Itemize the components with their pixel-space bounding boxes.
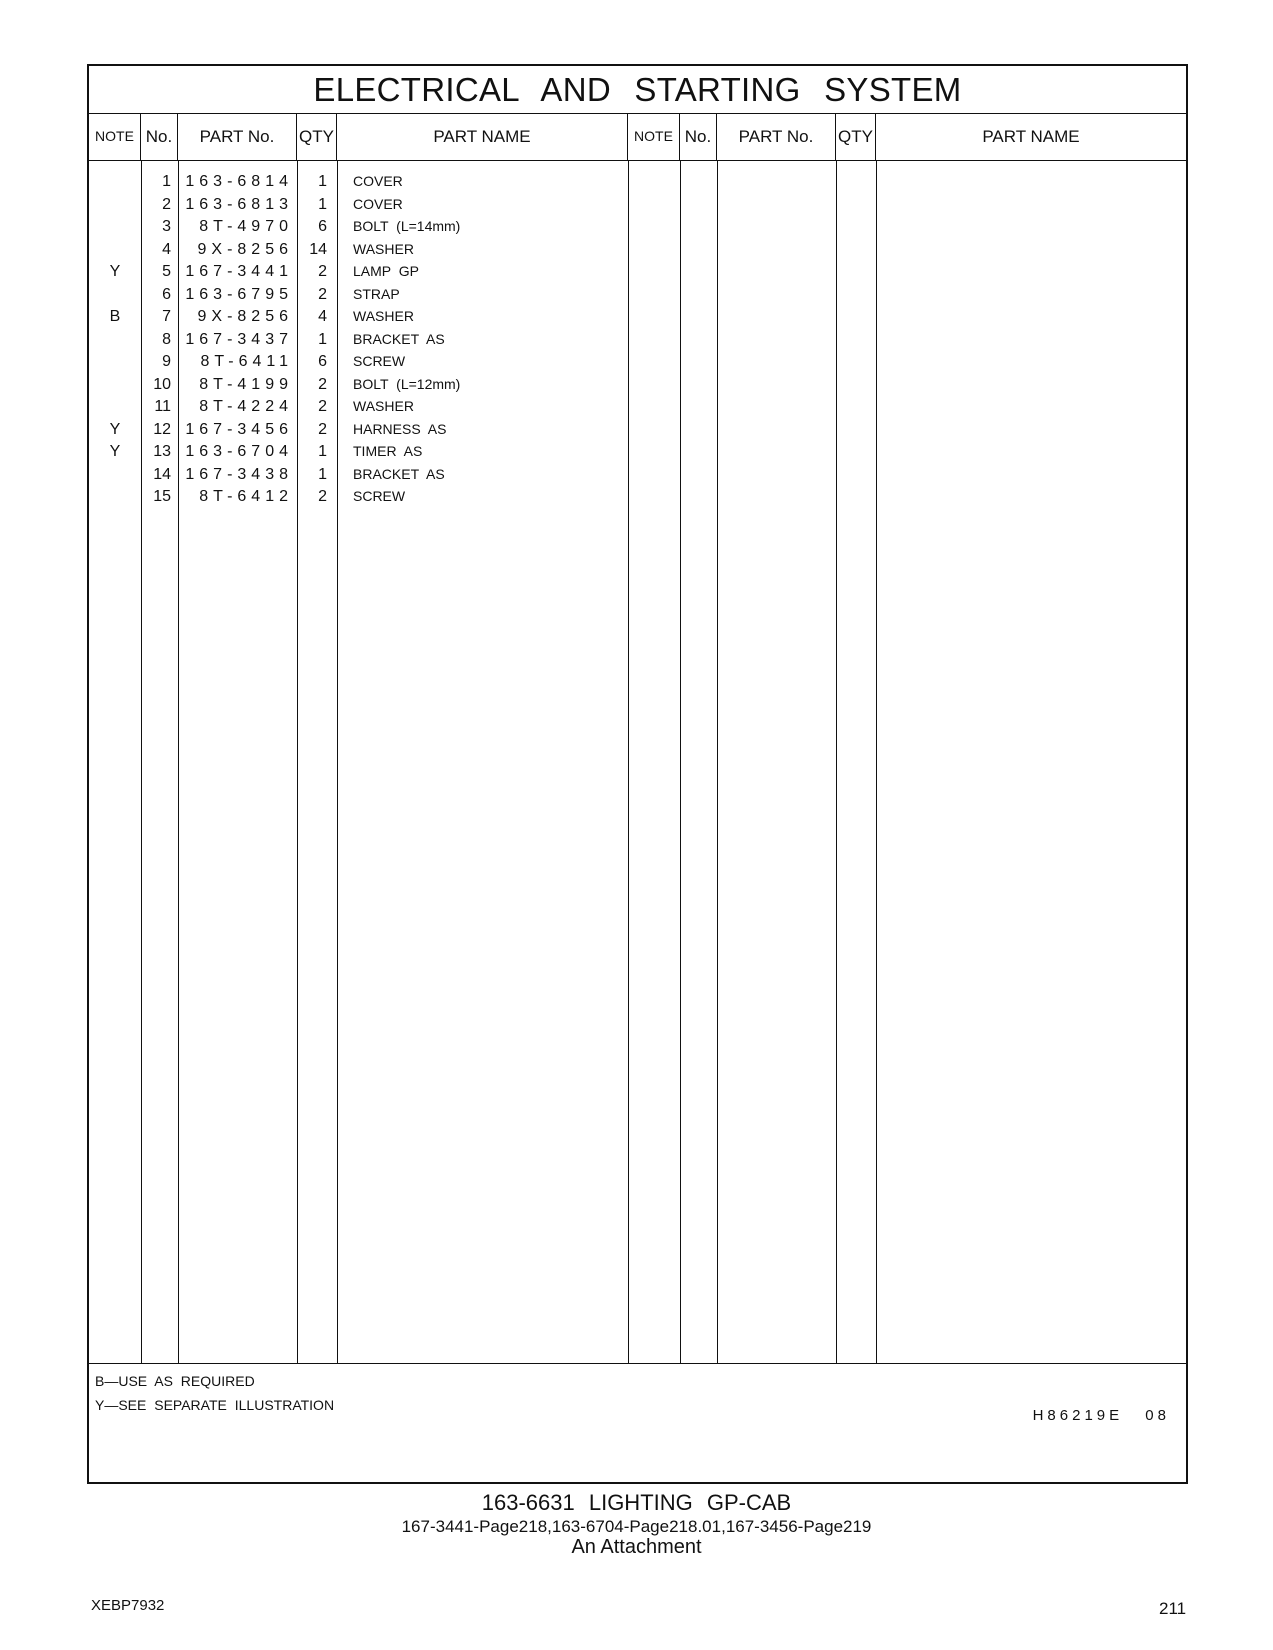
row-number: 4 xyxy=(162,240,171,258)
row-number: 7 xyxy=(162,308,171,325)
table-row xyxy=(89,353,1186,376)
row-part-name: COVER xyxy=(353,195,403,212)
table-row xyxy=(89,466,1186,489)
row-number: 15 xyxy=(153,488,171,505)
row-part-name: HARNESS AS xyxy=(353,420,447,437)
row-quantity: 2 xyxy=(318,398,327,415)
row-number: 12 xyxy=(153,420,171,438)
table-row xyxy=(89,286,1186,309)
row-note: B xyxy=(109,308,121,325)
row-number: 2 xyxy=(162,195,171,213)
header-partname-left: PART NAME xyxy=(337,113,628,160)
table-header xyxy=(89,113,1186,161)
header-qty-left: QTY xyxy=(297,113,337,160)
group-caption: 163-6631 LIGHTING GP-CAB xyxy=(481,1490,792,1515)
row-quantity: 1 xyxy=(318,443,327,460)
row-part-name: COVER xyxy=(353,173,403,189)
table-row xyxy=(89,263,1186,286)
legend-use-as-required: B—USE AS REQUIRED xyxy=(95,1373,255,1389)
table-row xyxy=(89,331,1186,354)
row-part-number: 8T-6411 xyxy=(200,353,293,370)
row-quantity: 6 xyxy=(318,218,327,235)
row-part-number: 163-6795 xyxy=(185,285,293,303)
row-number: 6 xyxy=(162,285,171,303)
row-quantity: 2 xyxy=(318,285,327,303)
header-partno-right: PART No. xyxy=(717,113,836,160)
row-part-name: WASHER xyxy=(353,308,414,324)
table-row xyxy=(89,376,1186,399)
row-part-name: WASHER xyxy=(353,240,414,257)
row-part-name: BRACKET AS xyxy=(353,330,445,347)
row-quantity: 4 xyxy=(318,308,327,325)
header-note-left: NOTE xyxy=(89,113,141,160)
table-row xyxy=(89,308,1186,331)
row-part-number: 8T-4970 xyxy=(199,218,293,235)
row-part-number: 8T-4199 xyxy=(199,375,293,393)
header-qty-right: QTY xyxy=(836,113,876,160)
row-quantity: 2 xyxy=(318,375,327,393)
table-row xyxy=(89,196,1186,219)
attachment-label: An Attachment xyxy=(571,1536,702,1558)
row-part-name: SCREW xyxy=(353,488,406,504)
row-note: Y xyxy=(109,263,121,280)
legend-see-separate-illustration: Y—SEE SEPARATE ILLUSTRATION xyxy=(95,1397,335,1413)
table-row xyxy=(89,173,1186,196)
row-number: 14 xyxy=(153,465,171,483)
row-number: 8 xyxy=(162,330,171,348)
row-quantity: 1 xyxy=(318,173,327,190)
illustration-code: H86219E 08 xyxy=(1032,1407,1170,1424)
row-part-number: 163-6813 xyxy=(185,195,293,213)
row-note: Y xyxy=(109,443,121,460)
row-quantity: 1 xyxy=(318,330,327,348)
row-part-name: TIMER AS xyxy=(353,443,423,459)
header-no-left: No. xyxy=(141,113,178,160)
header-partname-right: PART NAME xyxy=(982,127,1080,146)
row-part-number: 163-6704 xyxy=(185,443,293,460)
parts-table-frame xyxy=(87,64,1188,1484)
row-part-number: 163-6814 xyxy=(185,173,293,190)
row-quantity: 1 xyxy=(318,465,327,483)
row-number: 11 xyxy=(154,398,171,415)
row-part-number: 167-3438 xyxy=(185,465,293,483)
row-part-number: 9X-8256 xyxy=(197,240,293,258)
row-part-name: STRAP xyxy=(353,285,400,302)
row-part-number: 167-3437 xyxy=(185,330,293,348)
section-title: ELECTRICAL AND STARTING SYSTEM xyxy=(89,66,1186,114)
table-row xyxy=(89,421,1186,444)
row-part-name: BOLT (L=14mm) xyxy=(353,218,461,234)
row-note: Y xyxy=(109,420,121,438)
row-part-number: 8T-6412 xyxy=(199,488,293,505)
row-number: 5 xyxy=(162,263,171,280)
row-part-number: 167-3441 xyxy=(185,263,293,280)
row-part-name: BOLT (L=12mm) xyxy=(353,375,461,392)
row-number: 13 xyxy=(153,443,171,460)
row-number: 9 xyxy=(162,353,171,370)
row-quantity: 2 xyxy=(318,263,327,280)
row-number: 10 xyxy=(153,375,171,393)
row-quantity: 1 xyxy=(318,195,327,213)
row-part-name: BRACKET AS xyxy=(353,465,445,482)
footer-divider xyxy=(89,1363,1186,1364)
table-row xyxy=(89,218,1186,241)
header-no-right: No. xyxy=(680,113,717,160)
row-part-number: 9X-8256 xyxy=(197,308,293,325)
row-number: 3 xyxy=(162,218,171,235)
row-part-number: 167-3456 xyxy=(185,420,293,438)
table-row xyxy=(89,241,1186,264)
header-partno-left: PART No. xyxy=(178,113,297,160)
row-part-name: WASHER xyxy=(353,398,414,414)
table-row xyxy=(89,443,1186,466)
row-quantity: 14 xyxy=(309,240,327,258)
header-note-right: NOTE xyxy=(628,113,680,160)
document-number: XEBP7932 xyxy=(91,1597,165,1614)
table-row xyxy=(89,398,1186,421)
row-quantity: 6 xyxy=(318,353,327,370)
row-quantity: 2 xyxy=(318,420,327,438)
row-part-number: 8T-4224 xyxy=(199,398,293,415)
row-part-name: SCREW xyxy=(353,353,406,369)
page-number: 211 xyxy=(1159,1599,1187,1618)
row-part-name: LAMP GP xyxy=(353,263,419,279)
table-row xyxy=(89,488,1186,511)
row-number: 1 xyxy=(162,173,171,190)
row-quantity: 2 xyxy=(318,488,327,505)
page-references: 167-3441-Page218,163-6704-Page218.01,167-3456-Page219 xyxy=(401,1517,872,1536)
